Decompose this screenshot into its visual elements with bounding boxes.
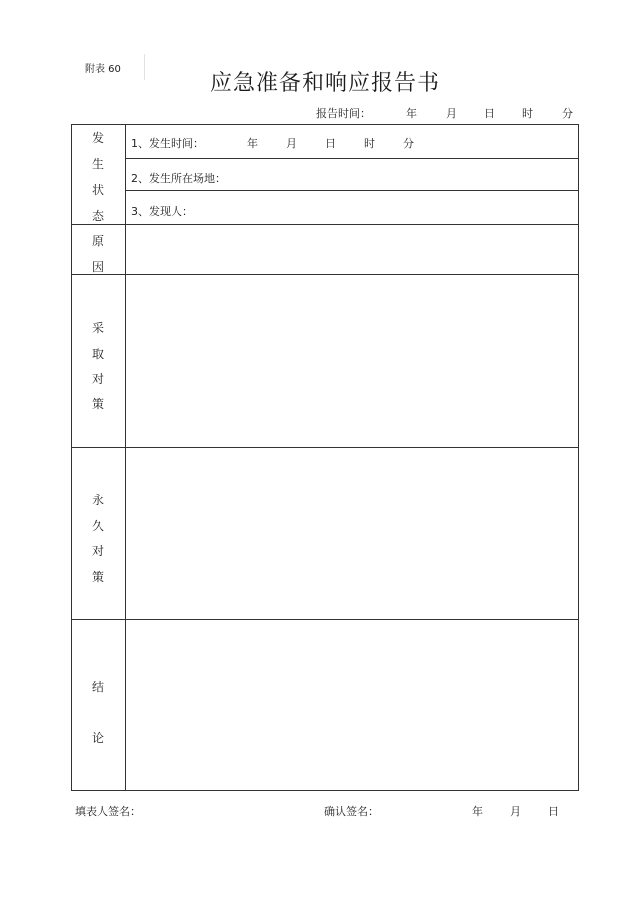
finder-label: 3、发现人：	[131, 205, 193, 218]
report-hour-unit: 时	[522, 107, 533, 120]
conclusion-label-char: 结	[91, 680, 104, 694]
report-day-unit: 日	[484, 107, 495, 120]
permanent-label-char: 永	[91, 493, 104, 507]
status-label-char: 发	[91, 131, 104, 145]
occurrence-minute-unit: 分	[403, 137, 414, 150]
occurrence-place-label: 2、发生所在场地：	[131, 172, 226, 185]
section-divider	[71, 224, 579, 225]
measures-label-char: 采	[91, 321, 104, 335]
section-divider	[71, 274, 579, 275]
permanent-label-char: 对	[91, 544, 104, 558]
section-divider	[71, 619, 579, 620]
occurrence-hour-unit: 时	[364, 137, 375, 150]
status-row-divider	[125, 190, 579, 191]
occurrence-day-unit: 日	[325, 137, 336, 150]
cause-label-char: 因	[91, 260, 104, 274]
occurrence-year-unit: 年	[247, 137, 258, 150]
page-title: 应急准备和响应报告书	[210, 71, 441, 96]
occurrence-month-unit: 月	[286, 137, 297, 150]
conclusion-label-char: 论	[91, 731, 104, 745]
footer-day-unit: 日	[548, 805, 559, 818]
permanent-label-char: 策	[91, 570, 104, 584]
status-row-divider	[125, 158, 579, 159]
footer-year-unit: 年	[472, 805, 483, 818]
appendix-label: 附表 60	[85, 64, 121, 75]
header-divider	[144, 54, 145, 80]
report-year-unit: 年	[406, 107, 417, 120]
cause-label-char: 原	[91, 234, 104, 248]
report-month-unit: 月	[446, 107, 457, 120]
section-divider	[71, 447, 579, 448]
table-border-top	[71, 124, 579, 125]
status-label-char: 状	[91, 183, 104, 197]
measures-label-char: 策	[91, 397, 104, 411]
status-label-char: 生	[91, 157, 104, 171]
filler-signature-label: 填表人签名：	[75, 805, 141, 818]
occurrence-time-label: 1、发生时间：	[131, 137, 204, 150]
status-label-char: 态	[91, 209, 104, 223]
measures-label-char: 取	[91, 347, 104, 361]
report-minute-unit: 分	[562, 107, 573, 120]
table-border-bottom	[71, 790, 579, 791]
report-time-label: 报告时间：	[316, 107, 371, 120]
measures-label-char: 对	[91, 372, 104, 386]
permanent-label-char: 久	[91, 519, 104, 533]
confirm-signature-label: 确认签名：	[324, 805, 379, 818]
footer-month-unit: 月	[510, 805, 521, 818]
